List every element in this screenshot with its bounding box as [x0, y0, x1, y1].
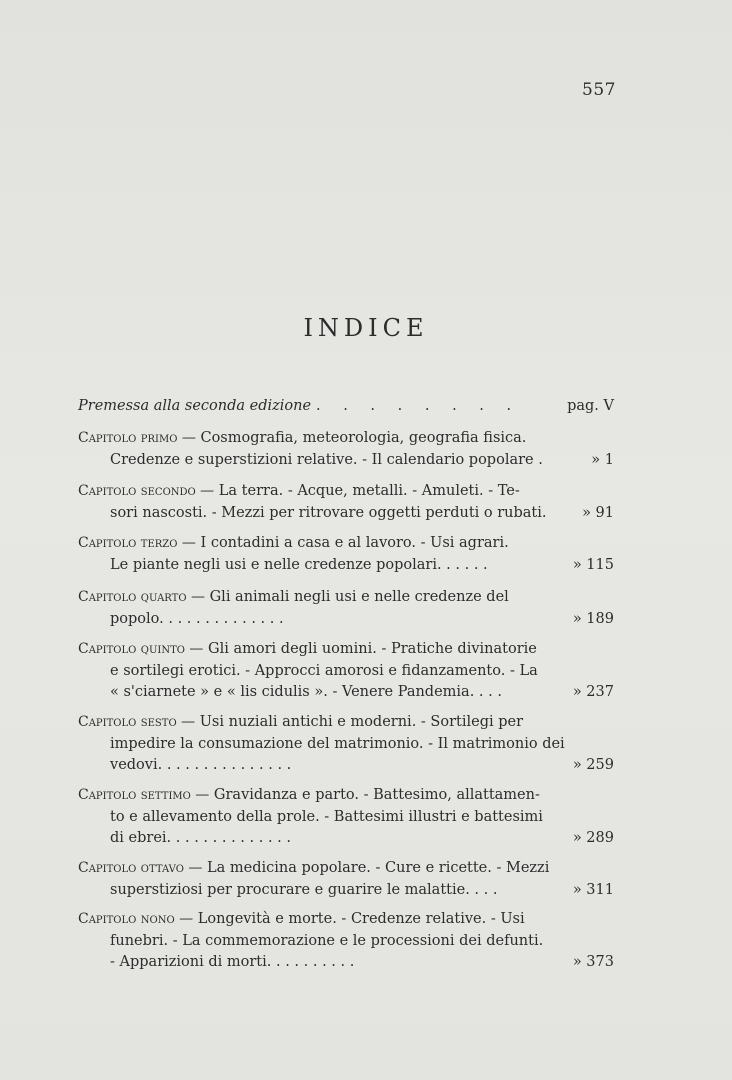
chapter-heading: Capitolo settimo —: [78, 787, 210, 803]
chapter-text: La medicina popolare. - Cure e ricette. - Mezzi: [206, 860, 550, 876]
chapter-page-ref: » 1: [591, 451, 614, 468]
toc-entry-capitolo-primo: [78, 428, 614, 471]
chapter-text: I contadini a casa e al lavoro. - Usi agrari.: [200, 535, 509, 551]
toc-line: [78, 755, 614, 777]
chapter-text: Usi nuziali antichi e moderni. - Sortilegi per: [199, 714, 524, 730]
chapter-heading: Capitolo quinto —: [78, 641, 204, 657]
toc-line: [78, 639, 614, 661]
toc-line: [78, 909, 614, 931]
toc-entry-capitolo-quinto: [78, 639, 614, 704]
chapter-text: La terra. - Acque, metalli. - Amuleti. - Te-: [218, 483, 520, 499]
toc-entry-capitolo-secondo: [78, 481, 614, 524]
chapter-text: to e allevamento della prole. - Battesimi illustri e battesimi: [110, 808, 543, 825]
toc-line: [78, 555, 614, 577]
chapter-text: vedovi. . . . . . . . . . . . . . .: [110, 757, 292, 773]
premessa-entry: [78, 396, 614, 418]
chapter-text: « s'ciarnete » e « lis cidulis ». - Venere Pandemia. . . .: [110, 684, 502, 700]
toc-line: [78, 481, 614, 503]
index-title: INDICE: [303, 314, 429, 342]
chapter-page-ref: » 237: [572, 684, 614, 700]
toc-entry-capitolo-settimo: [78, 785, 614, 850]
chapter-text: popolo. . . . . . . . . . . . . .: [110, 610, 284, 627]
chapter-heading: Capitolo nono —: [78, 911, 194, 927]
chapter-text: Cosmografia, meteorologia, geografia fisica.: [200, 430, 527, 446]
toc-line: [78, 712, 614, 734]
chapter-text: sori nascosti. - Mezzi per ritrovare oggetti perduti o rubati.: [110, 504, 547, 521]
toc-line: [78, 533, 614, 555]
chapter-text: Credenze e superstizioni relative. - Il calendario popolare .: [110, 451, 543, 468]
chapter-text: impedire la consumazione del matrimonio. - Il matrimonio dei: [110, 735, 565, 752]
chapter-heading: Capitolo quarto —: [78, 589, 205, 605]
toc-line: [78, 931, 614, 953]
toc-line: [78, 609, 614, 631]
chapter-text: Gli animali negli usi e nelle credenze del: [209, 589, 509, 605]
toc-entry-capitolo-nono: [78, 909, 614, 974]
page-number: 557: [582, 80, 616, 100]
chapter-text: funebri. - La commemorazione e le processioni dei defunti.: [110, 932, 544, 949]
chapter-text: e sortilegi erotici. - Approcci amorosi e fidanzamento. - La: [110, 662, 538, 679]
toc-line: [78, 682, 614, 704]
chapter-heading: Capitolo sesto —: [78, 714, 196, 730]
toc-line: [78, 785, 614, 807]
chapter-heading: Capitolo ottavo —: [78, 860, 203, 876]
chapter-page-ref: » 115: [572, 556, 614, 573]
chapter-page-ref: » 91: [582, 504, 614, 521]
chapter-text: Gli amori degli uomini. - Pratiche divinatorie: [208, 641, 537, 657]
chapter-page-ref: » 259: [572, 757, 614, 773]
toc-entry-capitolo-terzo: [78, 533, 614, 576]
toc-entry-capitolo-quarto: [78, 587, 614, 630]
toc-line: [78, 952, 614, 974]
chapter-page-ref: » 189: [572, 610, 614, 627]
toc-line: [78, 828, 614, 850]
chapter-text: - Apparizioni di morti. . . . . . . . . .: [110, 954, 355, 970]
toc-line: [78, 734, 614, 756]
premessa-page-ref: pag. V: [567, 398, 614, 414]
toc-line: [78, 858, 614, 880]
chapter-heading: Capitolo secondo —: [78, 483, 215, 499]
toc-entry-capitolo-sesto: [78, 712, 614, 777]
chapter-text: Le piante negli usi e nelle credenze popolari. . . . . .: [110, 556, 488, 573]
toc-line: [78, 661, 614, 683]
toc-entry-capitolo-ottavo: [78, 858, 614, 901]
toc-line: [78, 587, 614, 609]
chapter-heading: Capitolo primo —: [78, 430, 196, 446]
toc-line: [78, 880, 614, 902]
premessa-text: Premessa alla seconda edizione: [78, 398, 312, 414]
toc-line: [78, 503, 614, 525]
chapter-text: Gravidanza e parto. - Battesimo, allattamen-: [213, 787, 540, 803]
chapter-text: Longevità e morte. - Credenze relative. - Usi: [197, 911, 525, 927]
chapter-page-ref: » 311: [572, 881, 614, 898]
toc-line: [78, 450, 614, 472]
toc-line: [78, 807, 614, 829]
chapter-text: superstiziosi per procurare e guarire le malattie. . . .: [110, 881, 498, 898]
chapter-page-ref: » 289: [572, 830, 614, 846]
chapter-text: di ebrei. . . . . . . . . . . . . .: [110, 830, 291, 846]
toc-line: [78, 428, 614, 450]
premessa-dots: . . . . . . . .: [316, 398, 521, 414]
premessa-line: [78, 396, 614, 418]
chapter-heading: Capitolo terzo —: [78, 535, 196, 551]
chapter-page-ref: » 373: [572, 954, 614, 970]
